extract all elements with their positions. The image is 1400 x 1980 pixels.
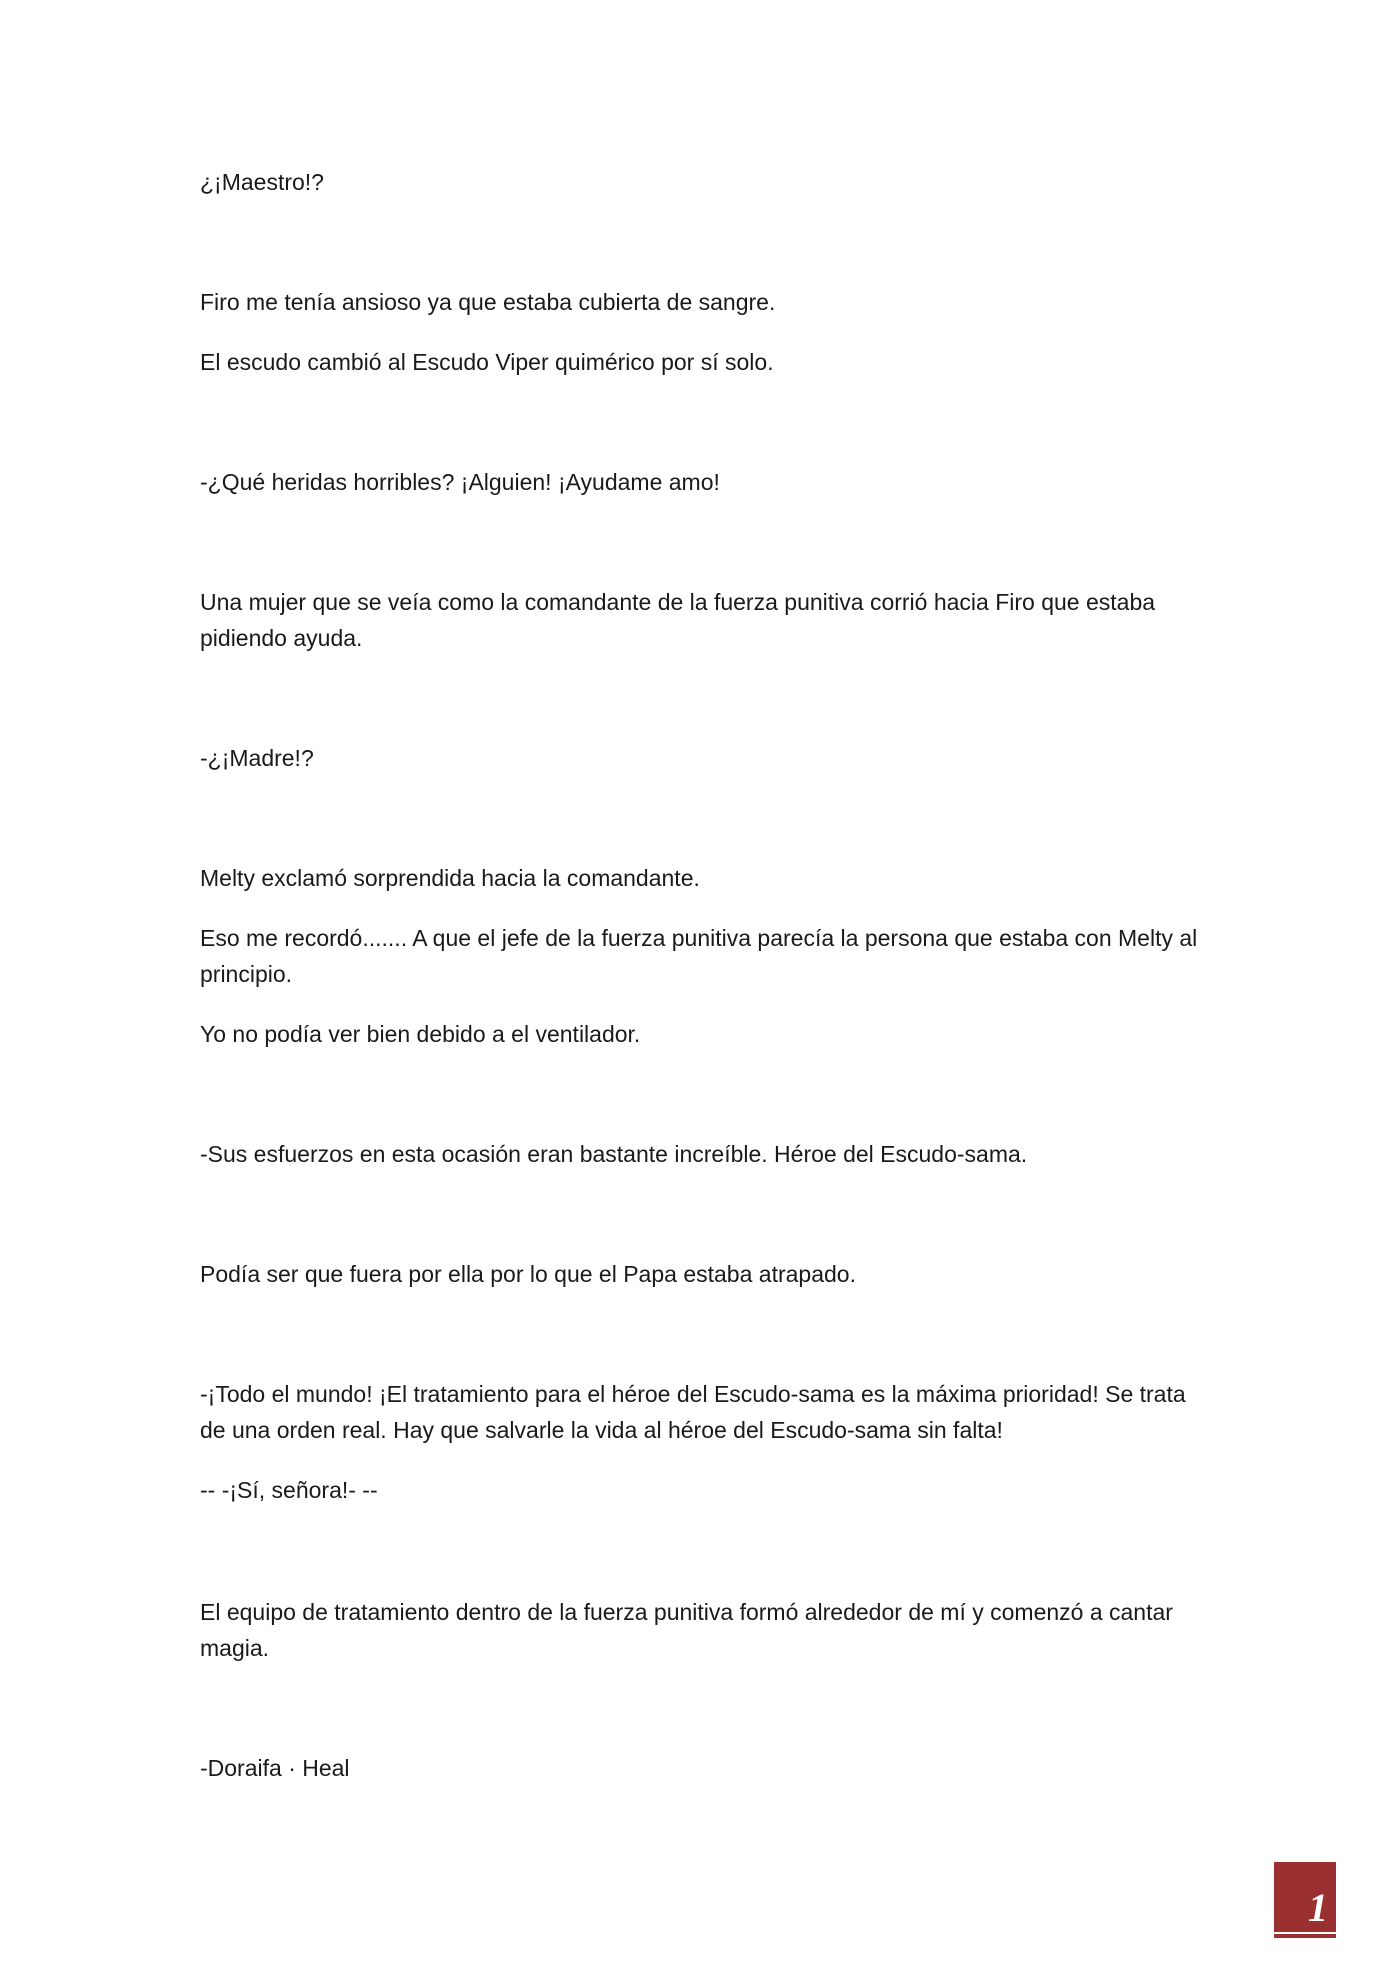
paragraph: -¿Qué heridas horribles? ¡Alguien! ¡Ayudame amo! xyxy=(200,469,720,495)
paragraph: Podía ser que fuera por ella por lo que el Papa estaba atrapado. xyxy=(200,1261,856,1287)
paragraph: Eso me recordó....... A que el jefe de la fuerza punitiva parecía la persona que estaba con Melty al principio. xyxy=(200,925,1198,987)
paragraph: Una mujer que se veía como la comandante de la fuerza punitiva corrió hacia Firo que estaba pidiendo ayuda. xyxy=(200,589,1156,651)
paragraph: -Sus esfuerzos en esta ocasión eran bastante increíble. Héroe del Escudo-sama. xyxy=(200,1141,1028,1167)
paragraph: -¿¡Madre!? xyxy=(200,745,314,771)
paragraph: El escudo cambió al Escudo Viper quimérico por sí solo. xyxy=(200,349,774,375)
paragraph: Yo no podía ver bien debido a el ventilador. xyxy=(200,1021,641,1047)
paragraph: El equipo de tratamiento dentro de la fuerza punitiva formó alrededor de mí y comenzó a cantar magia. xyxy=(200,1599,1173,1661)
page-number: 1 xyxy=(1308,1885,1328,1930)
paragraph: -¡Todo el mundo! ¡El tratamiento para el héroe del Escudo-sama es la máxima prioridad! Se trata de una orden real. Hay que salvarle la vida al héroe del Escudo-sama sin falta! xyxy=(200,1381,1186,1443)
page-number-underline xyxy=(1274,1934,1336,1938)
paragraph: ¿¡Maestro!? xyxy=(200,169,324,195)
page-number-badge xyxy=(1274,1862,1336,1932)
paragraph: -- -¡Sí, señora!- -- xyxy=(200,1477,378,1503)
paragraph: Melty exclamó sorprendida hacia la comandante. xyxy=(200,865,700,891)
paragraph: Firo me tenía ansioso ya que estaba cubierta de sangre. xyxy=(200,289,776,315)
paragraph: -Doraifa · Heal xyxy=(200,1755,350,1781)
